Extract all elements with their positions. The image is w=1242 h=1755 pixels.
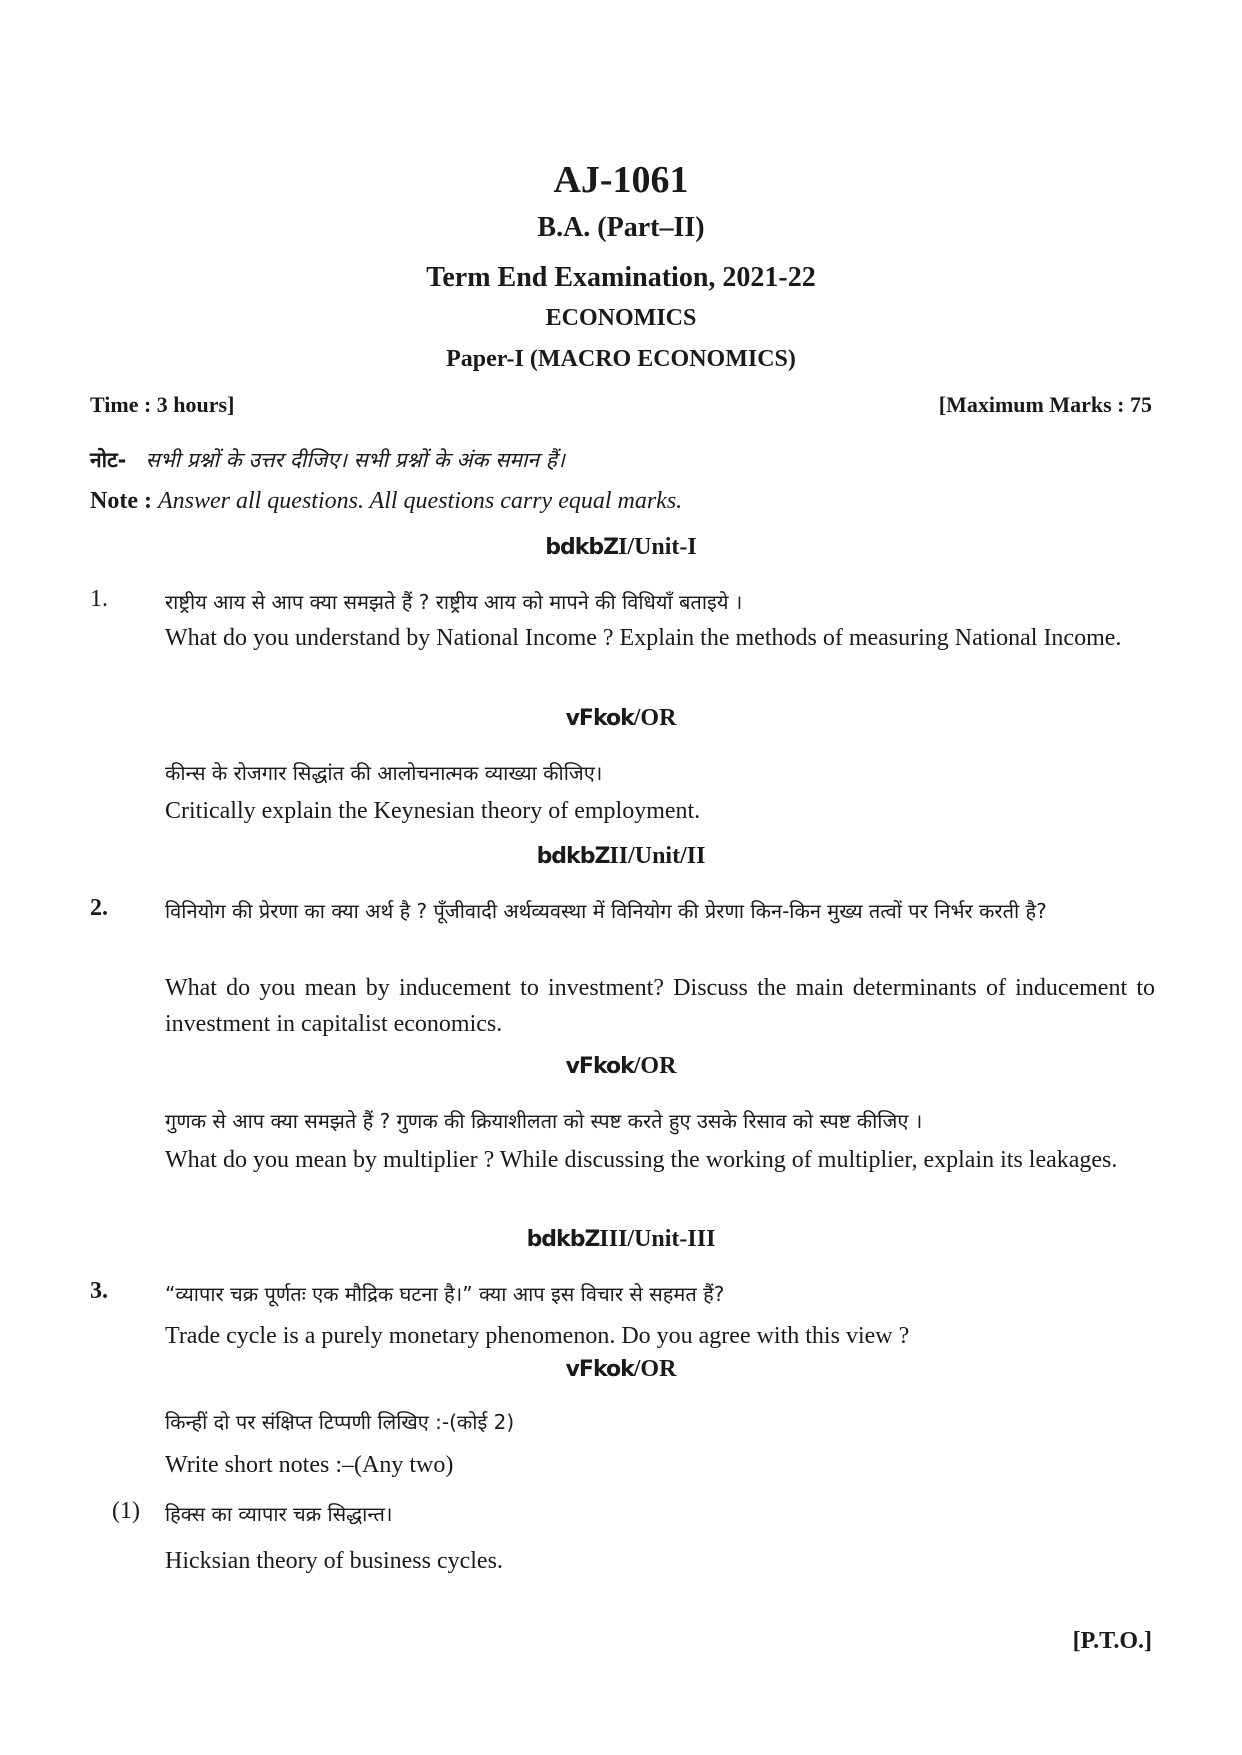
unit-2-heading (0, 843, 1242, 870)
or-2-label: /OR (633, 1053, 677, 1079)
course-title: B.A. (Part–II) (537, 212, 705, 243)
subnote-1-number: (1) (112, 1498, 140, 1524)
max-marks-label: [Maximum Marks : 75 (938, 392, 1152, 417)
or-2-garbled: vFkok (565, 1054, 634, 1079)
question-1-english: What do you understand by National Income ? Explain the methods of measuring National Income. (165, 625, 1122, 651)
question-1-or-english: Critically explain the Keynesian theory of employment. (165, 798, 701, 824)
unit-3-label: III/Unit-III (599, 1226, 716, 1252)
english-note (90, 488, 682, 515)
question-1-number: 1. (90, 586, 108, 612)
unit-2-label: II/Unit/II (609, 843, 706, 869)
time-label: Time : 3 hours] (90, 392, 235, 417)
hindi-note-label: नोट- (90, 448, 127, 472)
question-1-or-hindi: कीन्स के रोजगार सिद्धांत की आलोचनात्मक व्याख्या कीजिए। (165, 761, 603, 785)
or-3-garbled: vFkok (565, 1357, 634, 1382)
paper-code: AJ-1061 (553, 159, 689, 201)
hindi-note-text: सभी प्रश्नों के उत्तर दीजिए। सभी प्रश्नों के अंक समान हैं। (145, 448, 565, 472)
or-1-label: /OR (633, 705, 677, 731)
question-2-hindi: विनियोग की प्रेरणा का क्या अर्थ है ? पूँजीवादी अर्थव्यवस्था में विनियोग की प्रेरणा किन-किन मुख्य तत्वों पर निर्भर करती है? (165, 899, 1047, 923)
unit-3-garbled: bdkbZ (526, 1227, 600, 1252)
pto-label: [P.T.O.] (1072, 1628, 1152, 1654)
exam-title: Term End Examination, 2021-22 (426, 262, 816, 293)
unit-1-garbled: bdkbZ (545, 535, 619, 560)
or-1-garbled: vFkok (565, 706, 634, 731)
english-note-label: Note : (90, 488, 152, 514)
unit-2-garbled: bdkbZ (536, 844, 610, 869)
unit-1-heading (0, 534, 1242, 561)
hindi-note (90, 446, 565, 474)
question-2-english: What do you mean by inducement to investment? Discuss the main determinants of inducement to investment in capitalist economics. (165, 975, 1155, 1037)
or-3-label: /OR (633, 1356, 677, 1382)
question-3-or-english: Write short notes :–(Any two) (165, 1452, 454, 1478)
question-3-english: Trade cycle is a purely monetary phenomenon. Do you agree with this view ? (165, 1323, 910, 1349)
subnote-1-hindi: हिक्स का व्यापार चक्र सिद्धान्त। (165, 1502, 393, 1526)
question-2-or-hindi: गुणक से आप क्या समझते हैं ? गुणक की क्रियाशीलता को स्पष्ट करते हुए उसके रिसाव को स्पष्ट कीजिए । (165, 1109, 923, 1133)
or-1-heading (0, 705, 1242, 732)
question-3-or-hindi: किन्हीं दो पर संक्षिप्त टिप्पणी लिखिए :-(कोई 2) (165, 1410, 515, 1434)
english-note-text: Answer all questions. All questions carry equal marks. (157, 488, 683, 514)
or-3-heading (0, 1356, 1242, 1383)
unit-3-heading (0, 1226, 1242, 1253)
subnote-1-english: Hicksian theory of business cycles. (165, 1548, 503, 1574)
question-2-number: 2. (90, 895, 108, 921)
question-2-or-english: What do you mean by multiplier ? While discussing the working of multiplier, explain its leakages. (165, 1147, 1118, 1173)
question-1-hindi: राष्ट्रीय आय से आप क्या समझते हैं ? राष्ट्रीय आय को मापने की विधियाँ बताइये । (165, 590, 743, 614)
question-3-hindi: “व्यापार चक्र पूर्णतः एक मौद्रिक घटना है।” क्या आप इस विचार से सहमत हैं? (165, 1282, 725, 1306)
subject-title: ECONOMICS (545, 305, 697, 331)
or-2-heading (0, 1053, 1242, 1080)
question-3-number: 3. (90, 1278, 108, 1304)
unit-1-label: I/Unit-I (618, 534, 697, 560)
paper-title: Paper-I (MACRO ECONOMICS) (446, 346, 796, 372)
